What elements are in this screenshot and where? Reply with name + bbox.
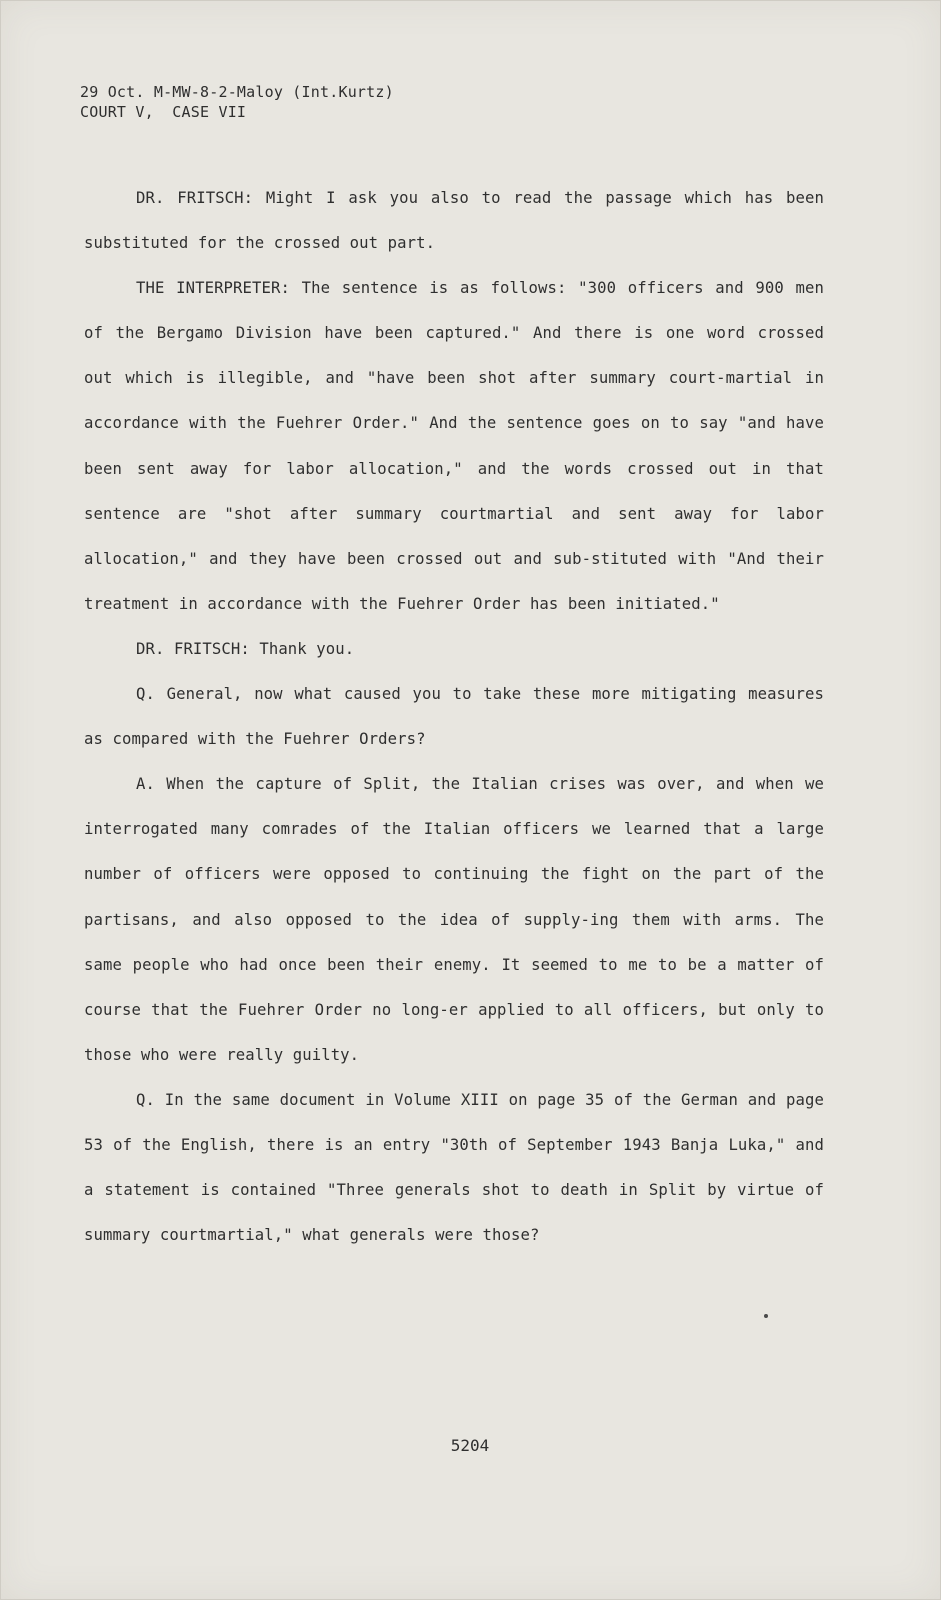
ink-speck — [764, 1314, 768, 1318]
speaker-label: THE INTERPRETER: — [136, 279, 290, 298]
paragraph-text: General, now what caused you to take these more mitigating measures as compared with the Fuehrer Orders? — [84, 685, 824, 749]
transcript-paragraph — [84, 627, 824, 672]
header-court-line: COURT V, CASE VII — [80, 103, 247, 121]
transcript-paragraph — [84, 672, 824, 762]
speaker-label: A. — [136, 775, 155, 794]
header-session-line: 29 Oct. M-MW-8-2-Maloy (Int.Kurtz) — [80, 83, 394, 101]
speaker-label: DR. FRITSCH: — [136, 189, 254, 207]
transcript-body — [84, 176, 824, 1258]
page-number: 5204 — [450, 1436, 490, 1455]
transcript-paragraph — [84, 266, 824, 627]
speaker-label: Q. — [136, 685, 155, 704]
document-header — [80, 82, 394, 122]
transcript-paragraph — [84, 176, 824, 266]
paragraph-text: Might I ask you also to read the passage which has been substituted for the crossed out part. — [84, 189, 825, 253]
transcript-paragraph — [84, 762, 824, 1078]
paragraph-text: Thank you. — [249, 639, 355, 658]
paragraph-text: When the capture of Split, the Italian crises was over, and when we interrogated many comrades of the Italian officers we learned that a large number of officers were opposed to continuing the fight on the part of the partisans, and also opposed to the idea of supply-ing them with arms. The same people who had once been their enemy. It seemed to me to be a matter of course that the Fuehrer Order no long-er applied to all officers, but only to those who were really guilty. — [84, 775, 824, 1064]
speaker-label: DR. FRITSCH: — [136, 639, 250, 658]
transcript-paragraph — [84, 1078, 824, 1258]
speaker-label: Q. — [136, 1090, 155, 1109]
paragraph-text: In the same document in Volume XIII on page 35 of the German and page 53 of the English, there is an entry "30th of September 1943 Banja Luka," and a statement is contained "Three generals shot to death in Split by virtue of summary courtmartial," what generals were those? — [84, 1090, 824, 1245]
paragraph-text: The sentence is as follows: "300 officers and 900 men of the Bergamo Division have been captured." And there is one word crossed out which is illegible, and "have been shot after summary court-martial in accordance with the Fuehrer Order." And the sentence goes on to say "and have been sent away for labor allocation," and the words crossed out in that sentence are "shot after summary courtmartial and sent away for labor allocation," and they have been crossed out and sub-stituted with "And their treatment in accordance with the Fuehrer Order has been initiated." — [84, 279, 824, 613]
